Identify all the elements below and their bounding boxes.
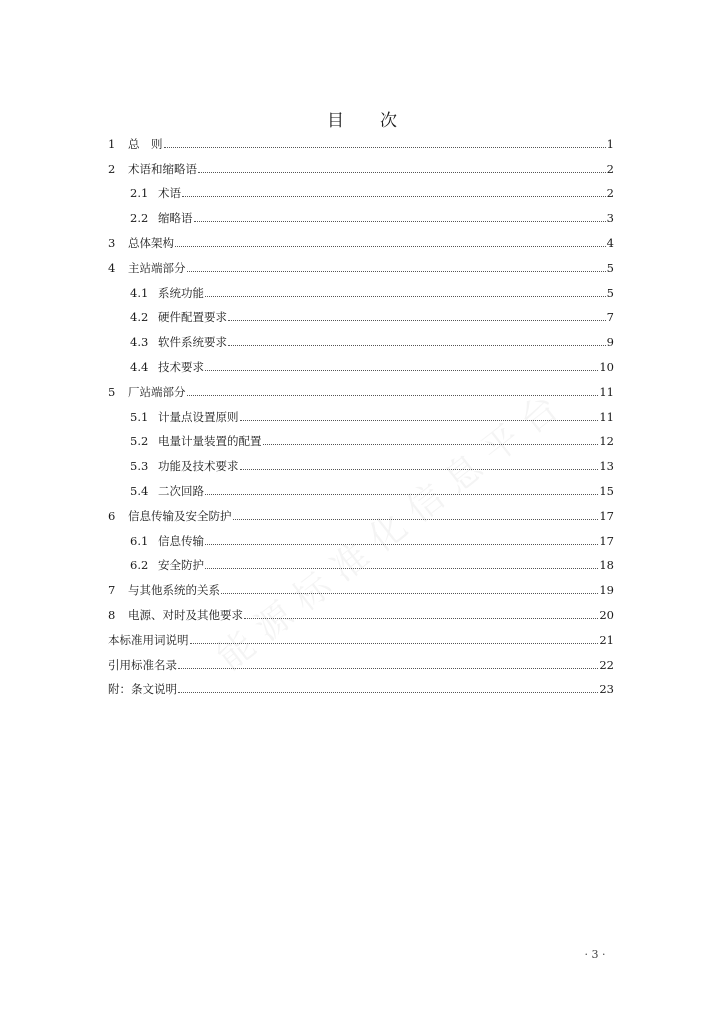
toc-entry-page: 21 — [599, 632, 614, 647]
toc-entry-label: 计量点设置原则 — [158, 409, 239, 424]
toc-entry-page: 13 — [599, 459, 614, 474]
toc-dot-leader — [187, 270, 606, 272]
toc-entry-number: 1 — [108, 136, 116, 151]
toc-entry-page: 19 — [599, 583, 614, 598]
toc-entry-page: 15 — [599, 483, 614, 498]
toc-dot-leader — [187, 394, 599, 396]
toc-entry-label: 引用标准名录 — [108, 657, 177, 672]
toc-entry[interactable] — [108, 499, 614, 524]
toc-entry-page: 1 — [606, 136, 614, 151]
toc-entry-label: 系统功能 — [158, 285, 204, 300]
toc-entry-label: 与其他系统的关系 — [128, 583, 220, 598]
toc-entry-number: 4.4 — [130, 359, 149, 374]
toc-entry-page: 20 — [599, 607, 614, 622]
toc-entry[interactable] — [108, 449, 614, 474]
toc-entry[interactable] — [108, 648, 614, 673]
toc-entry[interactable] — [108, 226, 614, 251]
toc-entry-label: 术语和缩略语 — [128, 161, 197, 176]
toc-entry-number: 4.2 — [130, 310, 149, 325]
toc-entry-label: 本标准用词说明 — [108, 632, 189, 647]
toc-entry-label: 缩略语 — [158, 211, 193, 226]
toc-entry-number: 6 — [108, 508, 116, 523]
toc-entry-page: 23 — [599, 682, 614, 697]
toc-dot-leader — [205, 543, 598, 545]
toc-dot-leader — [164, 146, 606, 148]
toc-entry-label: 二次回路 — [158, 483, 204, 498]
toc-entry-page: 22 — [599, 657, 614, 672]
toc-entry-page: 17 — [599, 508, 614, 523]
toc-entry[interactable] — [108, 375, 614, 400]
toc-dot-leader — [244, 617, 598, 619]
toc-entry[interactable] — [108, 177, 614, 202]
toc-dot-leader — [263, 443, 599, 445]
toc-entry-label: 电源、对时及其他要求 — [128, 607, 243, 622]
table-of-contents — [108, 127, 614, 697]
toc-entry-label: 总 则 — [128, 136, 163, 151]
toc-dot-leader — [228, 344, 606, 346]
toc-entry-number: 4.3 — [130, 335, 149, 350]
toc-entry[interactable] — [108, 350, 614, 375]
toc-dot-leader — [240, 468, 599, 470]
toc-entry-label: 附：条文说明 — [108, 682, 177, 697]
toc-entry-page: 3 — [606, 211, 614, 226]
toc-dot-leader — [182, 195, 606, 197]
toc-entry[interactable] — [108, 251, 614, 276]
toc-entry-page: 2 — [606, 161, 614, 176]
toc-entry-number: 5.2 — [130, 434, 149, 449]
toc-entry[interactable] — [108, 325, 614, 350]
toc-entry-label: 硬件配置要求 — [158, 310, 227, 325]
toc-dot-leader — [178, 667, 598, 669]
toc-entry[interactable] — [108, 549, 614, 574]
toc-entry-label: 软件系统要求 — [158, 335, 227, 350]
toc-entry-number: 2.1 — [130, 186, 149, 201]
toc-entry-label: 主站端部分 — [128, 260, 186, 275]
toc-entry-number: 6.2 — [130, 558, 149, 573]
toc-entry-number: 5.1 — [130, 409, 149, 424]
toc-dot-leader — [178, 691, 598, 693]
toc-entry-label: 信息传输及安全防护 — [128, 508, 232, 523]
toc-entry-number: 5 — [108, 384, 116, 399]
toc-entry[interactable] — [108, 301, 614, 326]
toc-entry-number: 8 — [108, 607, 116, 622]
page-number: · 3 · — [584, 948, 606, 961]
toc-entry-page: 9 — [606, 335, 614, 350]
toc-entry[interactable] — [108, 524, 614, 549]
toc-entry-page: 2 — [606, 186, 614, 201]
toc-entry-page: 18 — [599, 558, 614, 573]
toc-dot-leader — [228, 319, 606, 321]
toc-entry-page: 10 — [599, 359, 614, 374]
toc-entry[interactable] — [108, 673, 614, 698]
toc-entry-label: 厂站端部分 — [128, 384, 186, 399]
toc-entry[interactable] — [108, 623, 614, 648]
toc-entry-number: 4 — [108, 260, 116, 275]
toc-entry-number: 5.3 — [130, 459, 149, 474]
toc-dot-leader — [190, 642, 599, 644]
toc-entry[interactable] — [108, 474, 614, 499]
toc-dot-leader — [205, 295, 606, 297]
toc-entry-number: 4.1 — [130, 285, 149, 300]
toc-entry[interactable] — [108, 152, 614, 177]
toc-entry[interactable] — [108, 201, 614, 226]
toc-entry-number: 2 — [108, 161, 116, 176]
toc-entry-page: 7 — [606, 310, 614, 325]
toc-dot-leader — [205, 369, 598, 371]
toc-entry-page: 5 — [606, 260, 614, 275]
toc-entry[interactable] — [108, 598, 614, 623]
toc-entry-label: 技术要求 — [158, 359, 204, 374]
toc-dot-leader — [240, 419, 599, 421]
toc-entry-page: 17 — [599, 533, 614, 548]
toc-entry-label: 安全防护 — [158, 558, 204, 573]
toc-entry-label: 电量计量装置的配置 — [158, 434, 262, 449]
toc-entry-number: 2.2 — [130, 211, 149, 226]
toc-entry[interactable] — [108, 573, 614, 598]
toc-entry[interactable] — [108, 276, 614, 301]
toc-entry[interactable] — [108, 425, 614, 450]
toc-dot-leader — [175, 245, 606, 247]
toc-entry[interactable] — [108, 400, 614, 425]
toc-entry-number: 7 — [108, 583, 116, 598]
toc-dot-leader — [233, 518, 599, 520]
toc-dot-leader — [194, 220, 606, 222]
toc-dot-leader — [221, 592, 598, 594]
toc-entry-label: 信息传输 — [158, 533, 204, 548]
toc-entry-page: 5 — [606, 285, 614, 300]
toc-entry-number: 6.1 — [130, 533, 149, 548]
toc-dot-leader — [198, 171, 606, 173]
toc-entry-page: 11 — [599, 384, 614, 399]
toc-entry-label: 功能及技术要求 — [158, 459, 239, 474]
toc-title: 目次 — [327, 111, 433, 131]
toc-entry-label: 总体架构 — [128, 235, 174, 250]
toc-entry-page: 11 — [599, 409, 614, 424]
toc-entry-number: 5.4 — [130, 483, 149, 498]
toc-entry[interactable] — [108, 127, 614, 152]
toc-dot-leader — [205, 493, 598, 495]
toc-entry-page: 12 — [599, 434, 614, 449]
toc-entry-label: 术语 — [158, 186, 181, 201]
toc-entry-page: 4 — [606, 235, 614, 250]
toc-entry-number: 3 — [108, 235, 116, 250]
toc-dot-leader — [205, 567, 598, 569]
